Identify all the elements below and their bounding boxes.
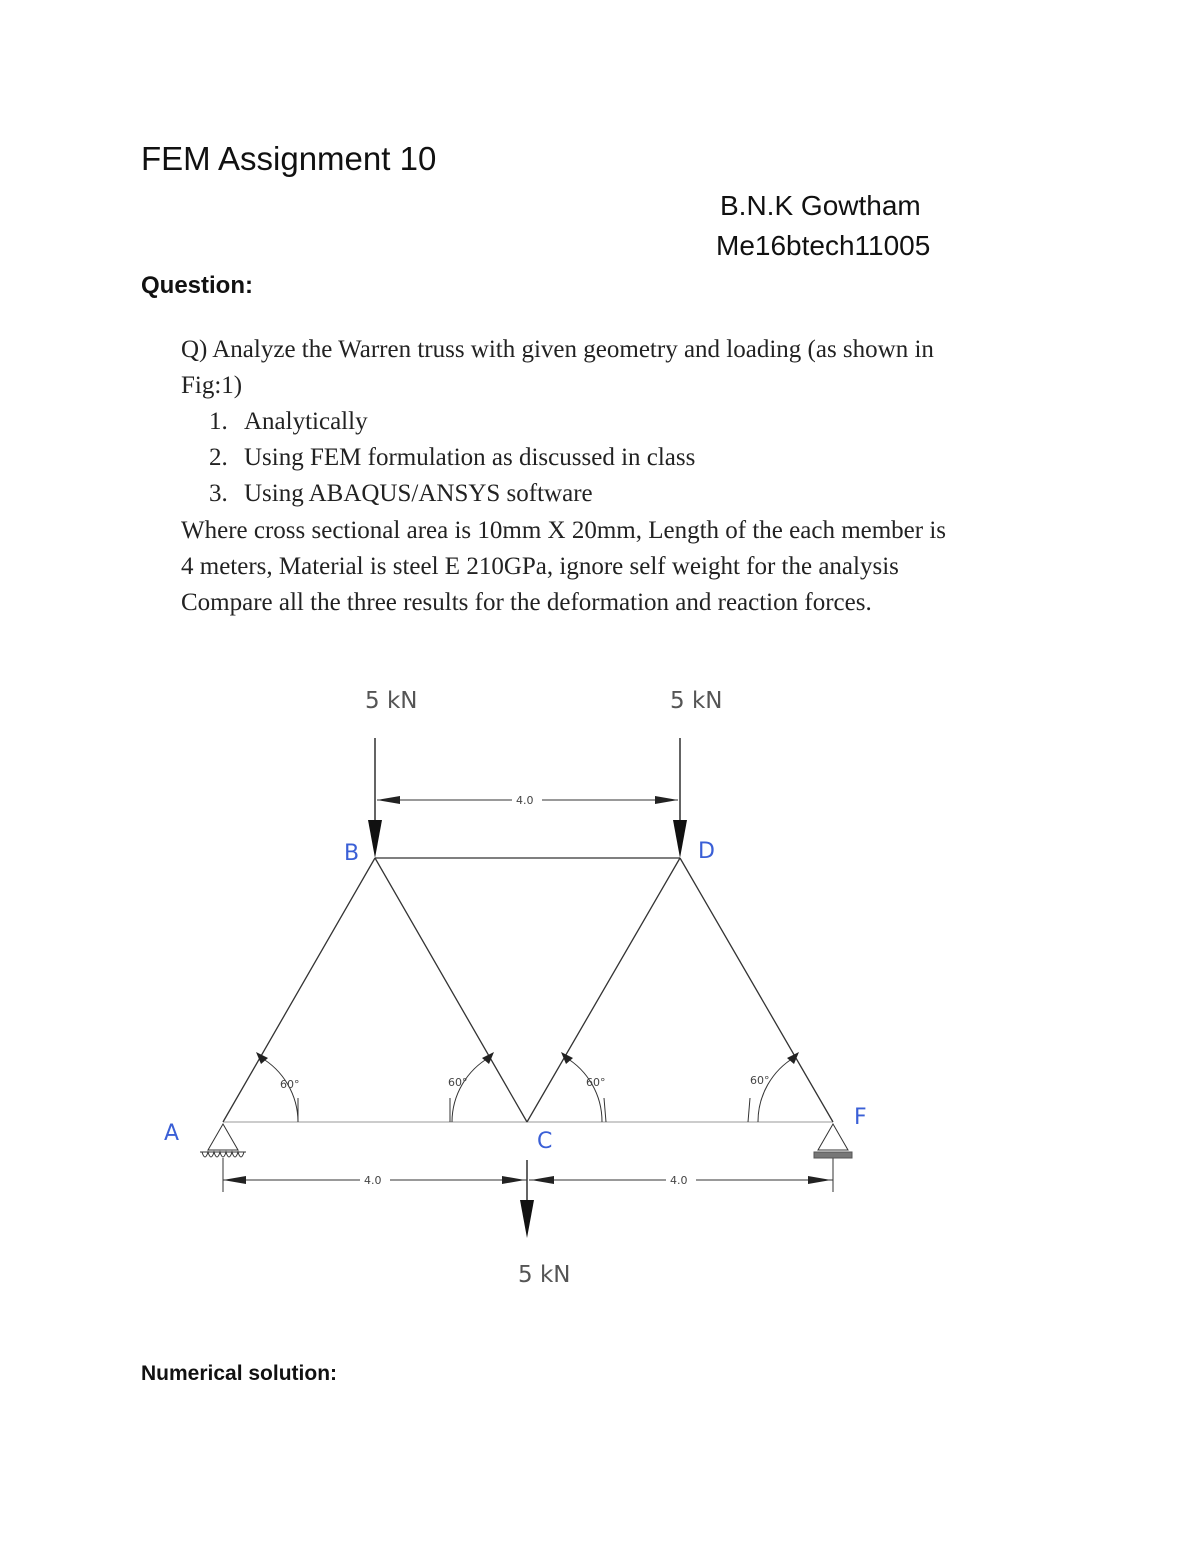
list-item-text-3: Using ABAQUS/ANSYS software	[244, 480, 593, 507]
angle-arc-c-left	[452, 1057, 490, 1122]
angle-label-a: 60°	[280, 1078, 300, 1091]
node-label-b: B	[344, 841, 360, 866]
truss-members	[223, 858, 833, 1122]
angle-label-c-left: 60°	[448, 1076, 468, 1089]
angle-label-c-right: 60°	[586, 1076, 606, 1089]
load-arrow-d	[673, 738, 687, 858]
list-item-text-1: Analytically	[244, 408, 368, 435]
load-arrow-c	[520, 1160, 534, 1238]
angle-label-f: 60°	[750, 1074, 770, 1087]
angle-arc-c-right	[565, 1057, 602, 1122]
question-detail-line-1: Where cross sectional area is 10mm X 20mm, Length of the each member is	[181, 517, 947, 544]
node-label-a: A	[164, 1121, 180, 1146]
dimension-label-bottom-right: 4.0	[670, 1174, 688, 1187]
question-prompt-line-2: Fig:1)	[181, 372, 243, 399]
node-label-d: D	[698, 839, 715, 864]
question-heading: Question:	[141, 272, 253, 299]
question-prompt-line-1: Q) Analyze the Warren truss with given geometry and loading (as shown in	[181, 336, 934, 363]
author-name: B.N.K Gowtham	[720, 190, 921, 221]
list-item-number-2: 2.	[209, 444, 228, 471]
angle-arc-f	[758, 1057, 795, 1122]
load-label-top-right: 5 kN	[670, 688, 723, 714]
list-item-number-3: 3.	[209, 480, 228, 507]
question-detail-line-2: 4 meters, Material is steel E 210GPa, ignore self weight for the analysis	[181, 553, 899, 580]
pin-support-a	[200, 1124, 246, 1157]
page-title: FEM Assignment 10	[141, 140, 437, 177]
load-label-bottom: 5 kN	[518, 1262, 571, 1288]
load-arrow-b	[368, 738, 382, 858]
list-item-text-2: Using FEM formulation as discussed in class	[244, 444, 696, 471]
question-detail-line-3: Compare all the three results for the deformation and reaction forces.	[181, 589, 872, 616]
dimension-label-top: 4.0	[516, 794, 534, 807]
load-label-top-left: 5 kN	[365, 688, 418, 714]
roll-number: Me16btech11005	[716, 230, 931, 261]
node-label-f: F	[854, 1105, 867, 1130]
numerical-solution-heading: Numerical solution:	[141, 1362, 338, 1385]
roller-support-f	[814, 1124, 852, 1158]
dimension-label-bottom-left: 4.0	[364, 1174, 382, 1187]
angle-arcs	[256, 1052, 799, 1122]
list-item-number-1: 1.	[209, 408, 228, 435]
node-label-c: C	[537, 1129, 553, 1154]
